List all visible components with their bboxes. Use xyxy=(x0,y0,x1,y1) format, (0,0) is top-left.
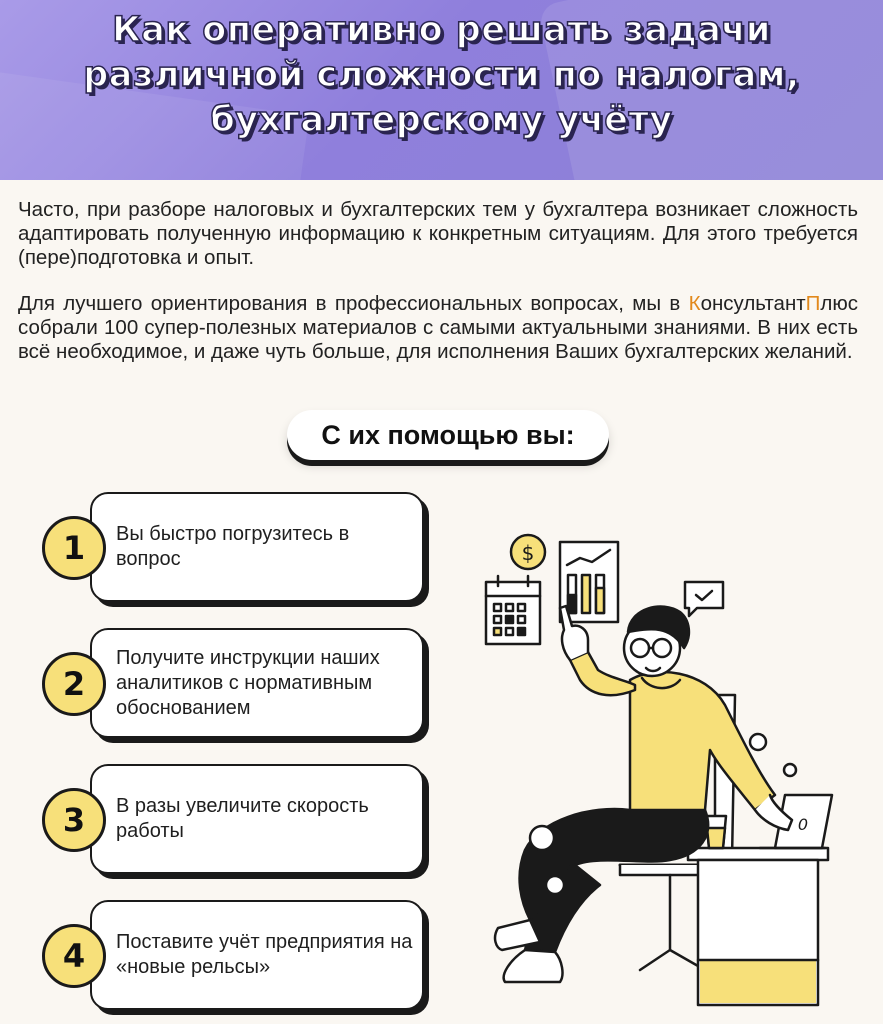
intro-paragraph-2-end: собрали 100 супер-полезных материалов с самыми актуальными знаниями. В них есть всё необходимое, и даже чуть больше, для исполнения Ваших бухгалтерских желаний. xyxy=(18,316,858,363)
svg-text:0: 0 xyxy=(797,815,809,834)
decor-circle-icon xyxy=(784,764,796,776)
benefit-number-badge: 3 xyxy=(42,788,106,852)
benefit-text: Получите инструкции наших аналитиков с нормативным обоснованием xyxy=(116,646,380,719)
intro-paragraph-2-start: Для лучшего ориентирования в профессиональных вопросах, мы в xyxy=(18,292,689,315)
benefit-text: В разы увеличите скорость работы xyxy=(116,795,369,842)
header-banner xyxy=(0,0,883,180)
dollar-coin-icon xyxy=(511,535,545,569)
benefit-number-badge: 4 xyxy=(42,924,106,988)
calendar-icon xyxy=(486,576,540,644)
benefit-card xyxy=(90,900,424,1010)
decor-circle-icon xyxy=(750,734,766,750)
benefit-text: Вы быстро погрузитесь в вопрос xyxy=(116,523,350,570)
benefit-number-badge: 1 xyxy=(42,516,106,580)
message-check-icon xyxy=(685,582,723,616)
benefit-number-badge: 2 xyxy=(42,652,106,716)
svg-text:$: $ xyxy=(521,541,535,565)
intro-text xyxy=(18,198,858,386)
benefit-card xyxy=(90,492,424,602)
chart-board-icon xyxy=(560,542,618,622)
benefit-card xyxy=(90,628,424,738)
intro-paragraph-1: Часто, при разборе налоговых и бухгалтерских тем у бухгалтера возникает сложность адаптировать полученную информацию к конкретным ситуациям. Для этого требуется (пере)подготовка и опыт. xyxy=(18,198,858,269)
brand-letter-k: К xyxy=(688,292,701,315)
brand-name-part1: онсультант xyxy=(700,292,806,315)
page-title: Как оперативно решать задачи различной сложности по налогам, бухгалтерскому учёту xyxy=(83,10,800,140)
brand-letter-p: П xyxy=(805,292,821,315)
benefits-heading: С их помощью вы: xyxy=(287,410,609,460)
desk-icon xyxy=(688,848,828,1005)
intro-paragraph-2 xyxy=(18,292,858,364)
benefit-card xyxy=(90,764,424,874)
brand-name-part2: люс xyxy=(820,292,858,315)
benefit-text: Поставите учёт предприятия на «новые рельсы» xyxy=(116,931,413,978)
accountant-illustration xyxy=(470,520,870,1010)
